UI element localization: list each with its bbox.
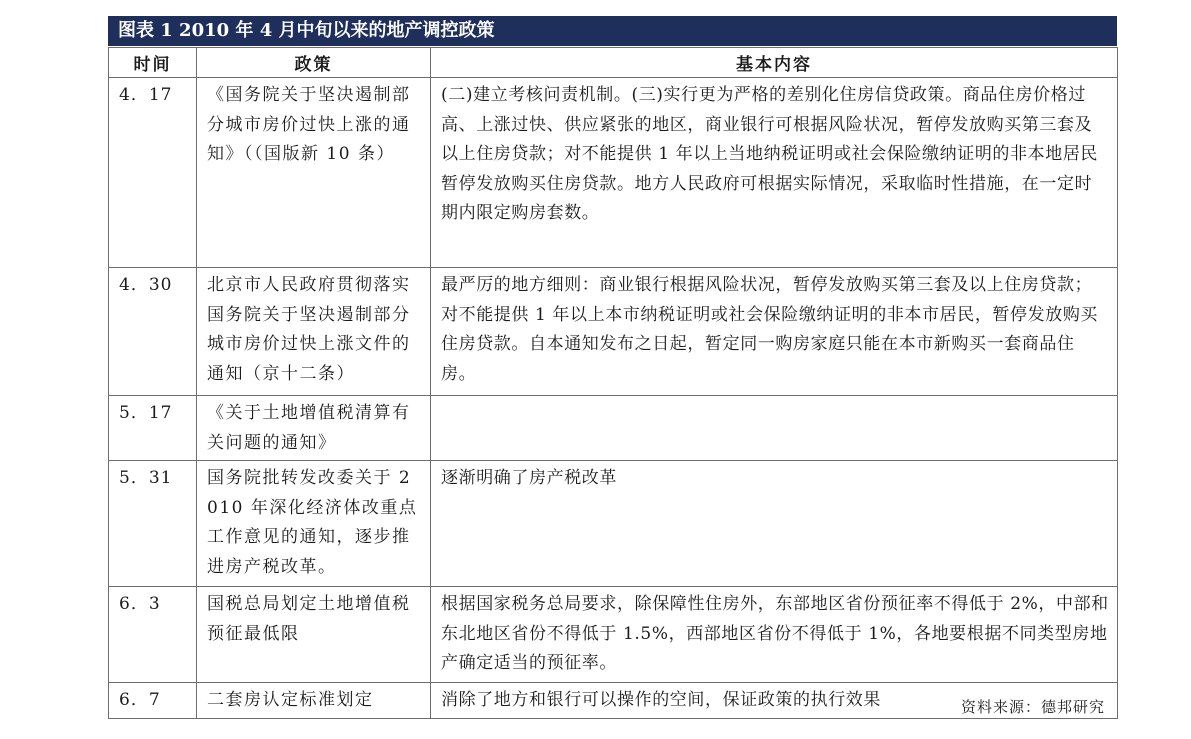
table-row — [109, 268, 1118, 396]
header-date: 时间 — [109, 48, 197, 78]
policy-cell: 国务院批转发改委关于 2010 年深化经济体改重点工作意见的通知，逐步推进房产税改革。 — [197, 461, 431, 587]
header-content: 基本内容 — [431, 48, 1118, 78]
date-cell: 5．17 — [109, 396, 197, 461]
content-cell: 消除了地方和银行可以操作的空间，保证政策的执行效果 — [431, 683, 1118, 719]
date-cell: 6．7 — [109, 683, 197, 719]
policy-table — [108, 47, 1118, 719]
table-header-row — [109, 48, 1118, 78]
header-policy: 政策 — [197, 48, 431, 78]
source-note: 资料来源：德邦研究 — [960, 698, 1105, 716]
date-cell: 6．3 — [109, 587, 197, 683]
policy-cell: 北京市人民政府贯彻落实国务院关于坚决遏制部分城市房价过快上涨文件的通知（京十二条） — [197, 268, 431, 396]
table-row — [109, 461, 1118, 587]
content-cell: 根据国家税务总局要求，除保障性住房外，东部地区省份预征率不得低于 2%，中部和东北地区省份不得低于 1.5%，西部地区省份不得低于 1%，各地要根据不同类型房地产确定适当的预征率。 — [431, 587, 1118, 683]
policy-cell: 二套房认定标准划定 — [197, 683, 431, 719]
policy-cell: 《关于土地增值税清算有关问题的通知》 — [197, 396, 431, 461]
table-row — [109, 587, 1118, 683]
content-cell: (二)建立考核问责机制。(三)实行更为严格的差别化住房信贷政策。商品住房价格过高、上涨过快、供应紧张的地区，商业银行可根据风险状况，暂停发放购买第三套及以上住房贷款；对不能提供 1 年以上当地纳税证明或社会保险缴纳证明的非本地居民暂停发放购买住房贷款。地方人民政府可根据实际情况，采取临时性措施，在一定时期内限定购房套数。 — [431, 78, 1118, 268]
figure-title: 图表 1 2010 年 4 月中旬以来的地产调控政策 — [108, 16, 1117, 46]
content-cell: 最严厉的地方细则：商业银行根据风险状况，暂停发放购买第三套及以上住房贷款；对不能提供 1 年以上本市纳税证明或社会保险缴纳证明的非本市居民，暂停发放购买住房贷款。自本通知发布之日起，暂定同一购房家庭只能在本市新购买一套商品住房。 — [431, 268, 1118, 396]
policy-cell: 国税总局划定土地增值税预征最低限 — [197, 587, 431, 683]
content-cell: 逐渐明确了房产税改革 — [431, 461, 1118, 587]
date-cell: 5．31 — [109, 461, 197, 587]
table-row — [109, 396, 1118, 461]
table-row — [109, 78, 1118, 268]
policy-cell: 《国务院关于坚决遏制部分城市房价过快上涨的通知》（（国版新 10 条） — [197, 78, 431, 268]
date-cell: 4．17 — [109, 78, 197, 268]
content-cell — [431, 396, 1118, 461]
date-cell: 4．30 — [109, 268, 197, 396]
